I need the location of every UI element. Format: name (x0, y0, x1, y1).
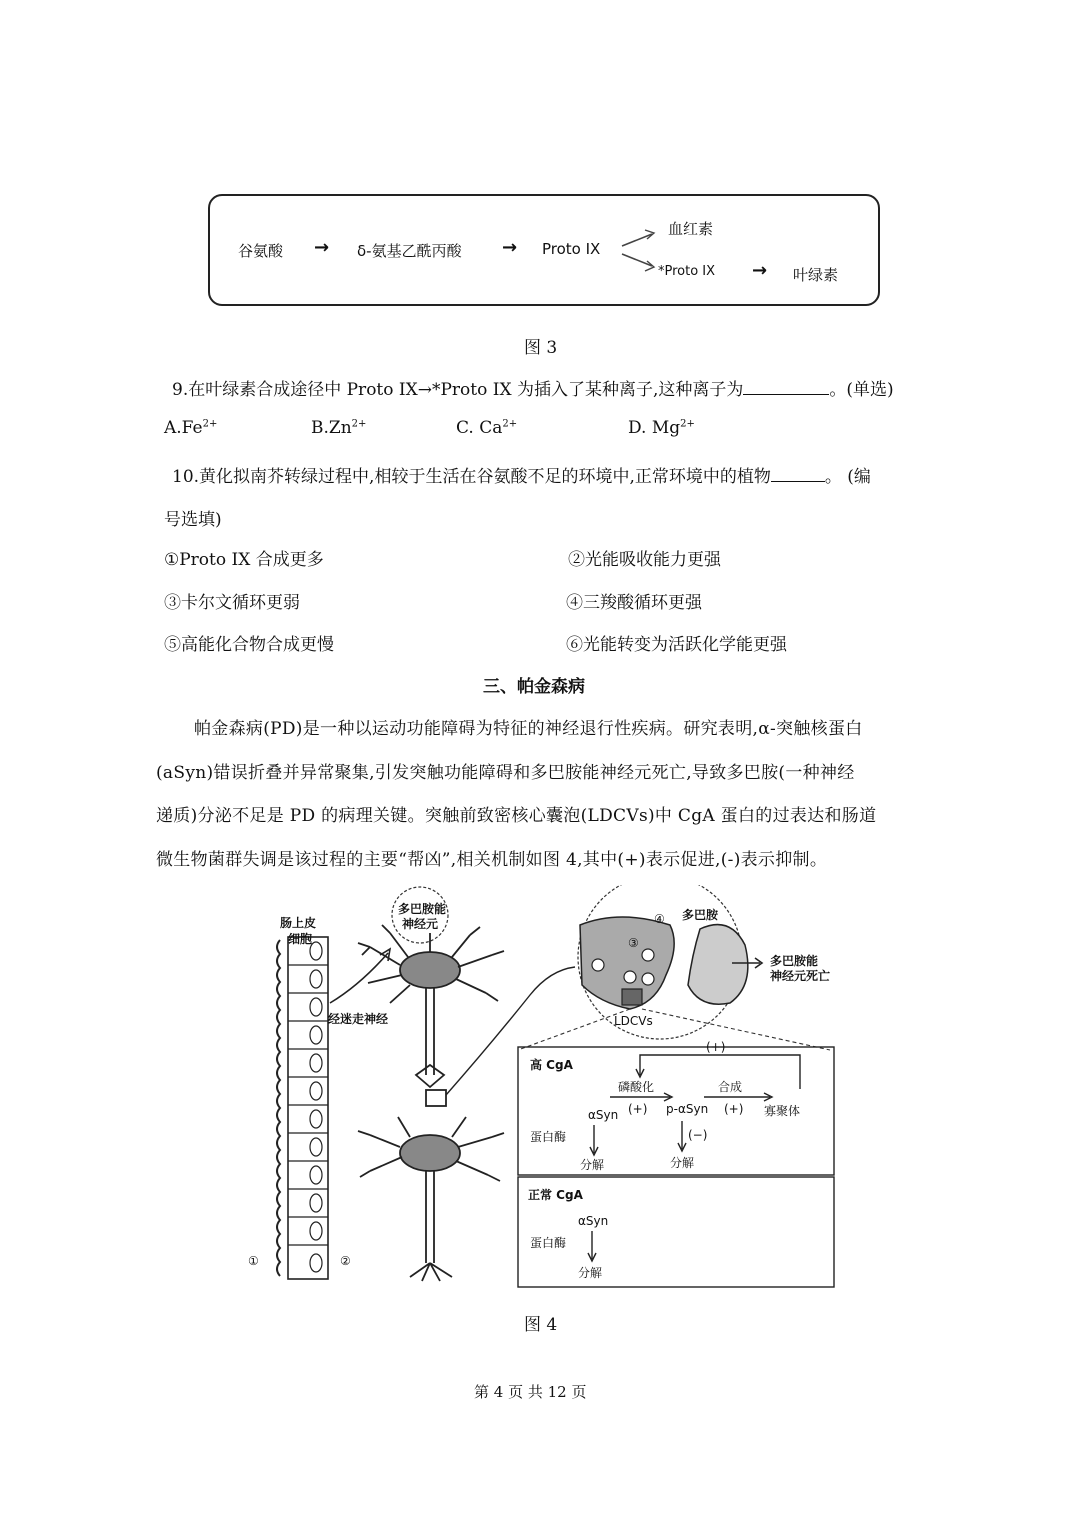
q9-text (172, 375, 894, 400)
normal-protease-label: 蛋白酶 (530, 1236, 567, 1250)
lower-neuron (358, 1117, 504, 1281)
oligomer-label: 寡聚体 (764, 1104, 801, 1118)
page-footer: 第 4 页 共 12 页 (474, 1383, 587, 1401)
fig3-chlorophyll: 叶绿素 (793, 266, 839, 284)
section3-line-1: 帕金森病(PD)是一种以运动功能障碍为特征的神经退行性疾病。研究表明,α-突触核蛋白 (194, 719, 863, 739)
label-circle-1: ① (248, 1254, 259, 1268)
q10-option-1[interactable]: ①Proto IX 合成更多 (164, 550, 324, 570)
fig3-arrow-2: → (502, 237, 518, 258)
phosphorylation-label: 磷酸化 (618, 1080, 655, 1094)
figure4-caption: 图 4 (524, 1315, 558, 1335)
high-degrade-label-1: 分解 (580, 1158, 605, 1172)
q10-option-4[interactable]: ④三羧酸循环更强 (566, 593, 702, 613)
q9-stem: 9.在叶绿素合成途径中 Proto IX→*Proto IX 为插入了某种离子,这种离子为 (172, 380, 744, 400)
gut-cells-label-1: 肠上皮 (280, 916, 317, 930)
fig3-arrow-3: → (752, 260, 768, 281)
normal-degrade-label: 分解 (578, 1266, 603, 1280)
feedback-plus-label: (+) (706, 1040, 726, 1054)
q9-option-d[interactable]: D. $Mg^{2+}$ (628, 418, 695, 438)
gut-epithelium (277, 937, 328, 1279)
plus-label-2: (+) (724, 1102, 744, 1116)
death-label-2: 神经元死亡 (770, 969, 831, 983)
postsynaptic-membrane (688, 925, 748, 1005)
normal-asyn-label: αSyn (578, 1214, 609, 1228)
q9-suffix: 。(单选) (829, 380, 894, 400)
plus-label-1: (+) (628, 1102, 648, 1116)
q9-option-b[interactable]: $B.Zn^{2+}$ (311, 418, 367, 438)
gut-cells-label-2: 细胞 (288, 932, 313, 946)
synthesis-label: 合成 (718, 1080, 743, 1094)
vagus-arrow (330, 953, 388, 1003)
zoom-connector (446, 967, 575, 1095)
high-degrade-label-2: 分解 (670, 1156, 695, 1170)
section3-line-3: 递质)分泌不足是 PD 的病理关键。突触前致密核心囊泡(LDCVs)中 CgA 蛋白的过表达和肠道 (156, 806, 877, 826)
label-circle-4: ④ (654, 912, 665, 926)
normal-cga-label: 正常 CgA (528, 1188, 583, 1202)
q9-option-a[interactable]: $A.Fe^{2+}$ (164, 418, 218, 438)
q10-option-2[interactable]: ②光能吸收能力更强 (568, 550, 721, 570)
section3-line-4: 微生物菌群失调是该过程的主要“帮凶”,相关机制如图 4,其中(+)表示促进,(-)表示抑制。 (156, 850, 828, 870)
q10-line1 (172, 462, 871, 487)
section3-title: 三、帕金森病 (483, 677, 585, 697)
p-asyn-label: p-αSyn (666, 1102, 709, 1116)
fig3-ala: δ-氨基乙酰丙酸 (357, 242, 462, 260)
q9-option-c[interactable]: C. $Ca^{2+}$ (456, 418, 518, 438)
fig3-glutamate: 谷氨酸 (238, 242, 284, 260)
q9-answer-blank[interactable] (743, 394, 829, 395)
fig3-proto-star: *Proto IX (658, 264, 716, 279)
death-label-1: 多巴胺能 (770, 954, 819, 968)
da-neuron-label-1: 多巴胺能 (398, 902, 447, 916)
high-protease-label: 蛋白酶 (530, 1130, 567, 1144)
figure4 (230, 885, 850, 1295)
figure3-caption: 图 3 (524, 338, 558, 358)
q10-option-6[interactable]: ⑥光能转变为活跃化学能更强 (566, 635, 787, 655)
fig3-arrow-1: → (314, 237, 330, 258)
q10-option-5[interactable]: ⑤高能化合物合成更慢 (164, 635, 334, 655)
label-circle-2: ② (340, 1254, 351, 1268)
minus-label: (−) (688, 1128, 708, 1142)
section3-line-2: (aSyn)错误折叠并异常聚集,引发突触功能障碍和多巴胺能神经元死亡,导致多巴胺(一种神经 (156, 763, 855, 783)
label-circle-3: ③ (628, 936, 639, 950)
q10-line2: 号选填) (164, 510, 222, 530)
ldcv-vesicle (622, 989, 642, 1005)
fig3-proto: Proto IX (542, 240, 601, 258)
da-neuron-label-2: 神经元 (402, 917, 439, 931)
ldcvs-label: LDCVs (614, 1014, 653, 1028)
q10-option-3[interactable]: ③卡尔文循环更弱 (164, 593, 300, 613)
q10-suffix: 。 (编 (824, 467, 871, 487)
high-asyn-label: αSyn (588, 1108, 619, 1122)
vagus-label: 经迷走神经 (328, 1012, 389, 1026)
dopamine-label: 多巴胺 (682, 908, 719, 922)
fig3-heme: 血红素 (668, 220, 714, 238)
q10-stem: 10.黄化拟南芥转绿过程中,相较于生活在谷氨酸不足的环境中,正常环境中的植物 (172, 467, 771, 487)
q10-answer-blank[interactable] (771, 481, 825, 482)
high-cga-label: 高 CgA (530, 1058, 573, 1072)
